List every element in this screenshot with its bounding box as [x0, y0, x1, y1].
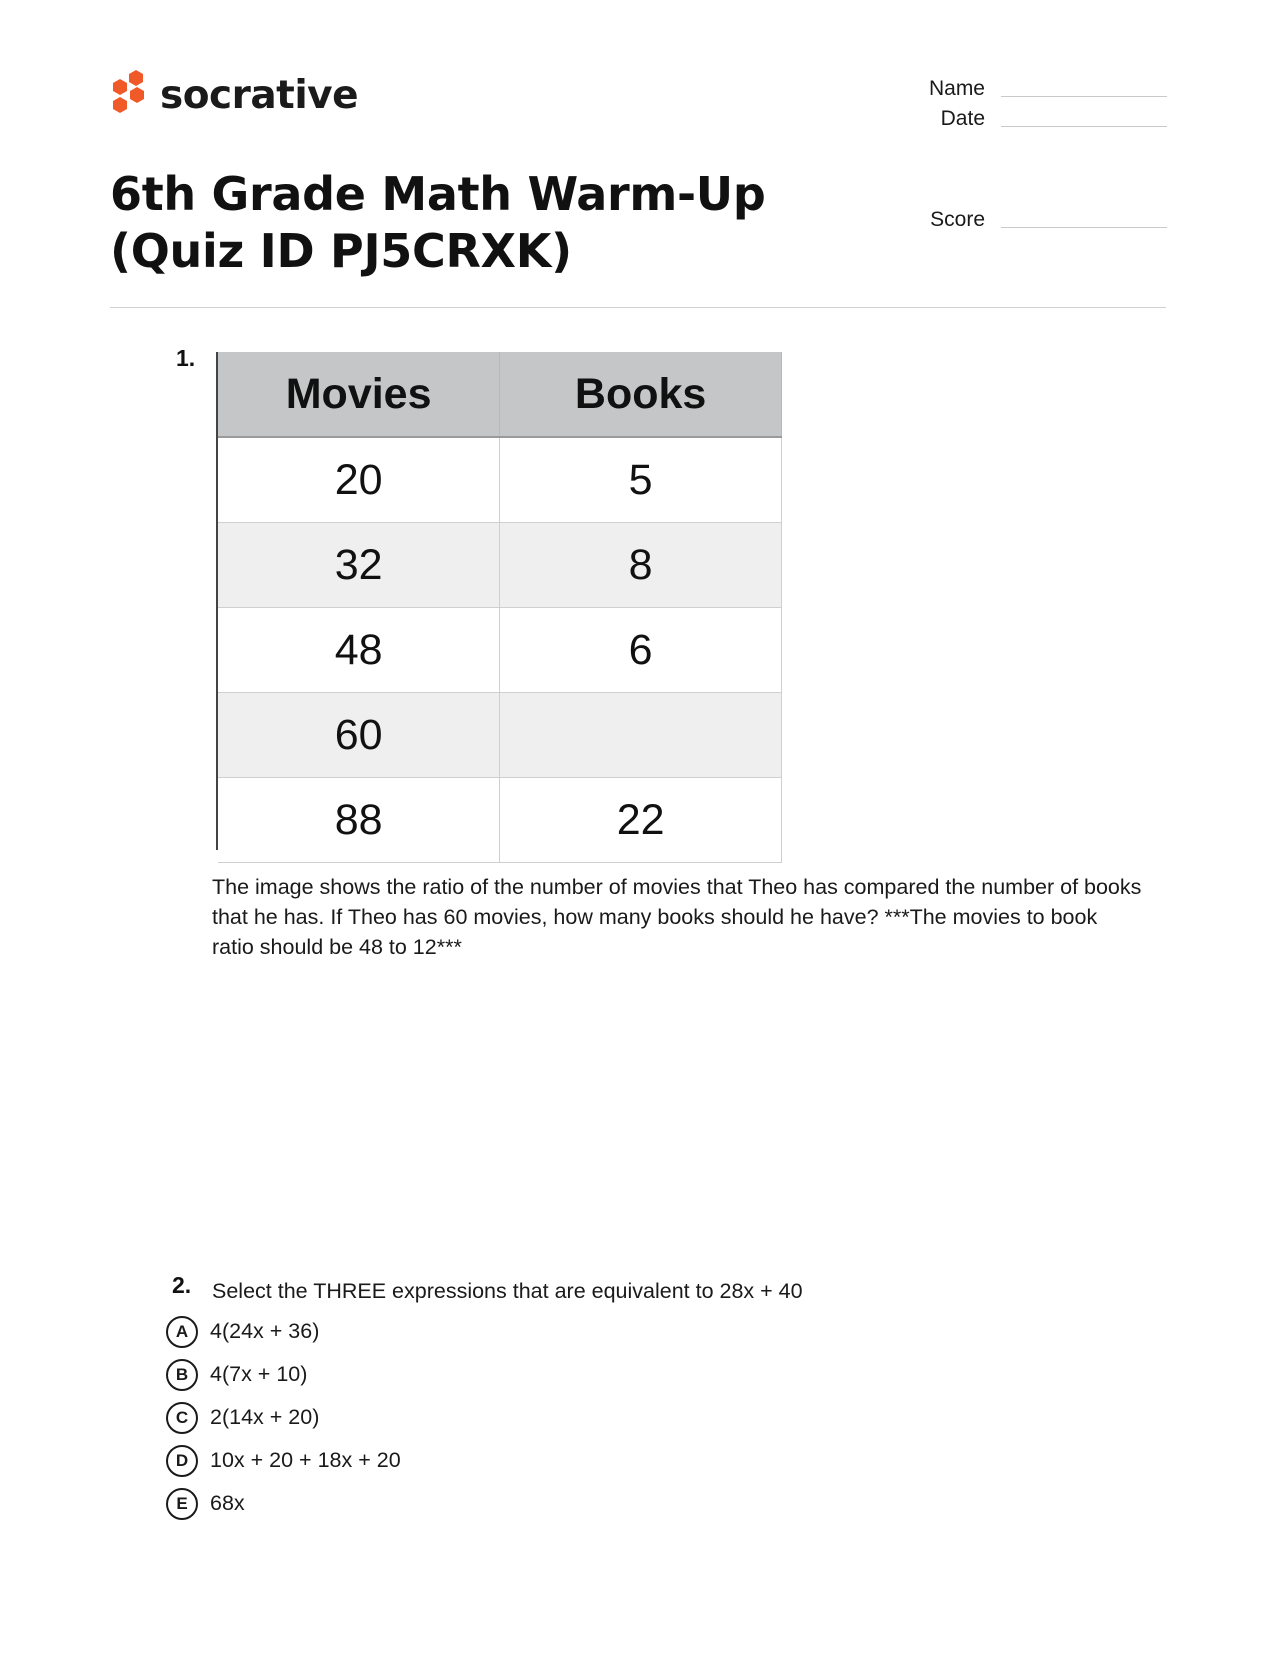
- option-c-text: 2(14x + 20): [210, 1405, 320, 1429]
- name-label: Name: [928, 77, 985, 100]
- name-field[interactable]: [895, 78, 1167, 99]
- table-cell-books: 22: [500, 778, 782, 863]
- option-a[interactable]: [166, 1310, 401, 1353]
- option-d-text: 10x + 20 + 18x + 20: [210, 1448, 401, 1472]
- option-e-bubble[interactable]: E: [166, 1488, 198, 1520]
- name-line[interactable]: [1001, 95, 1167, 97]
- option-d[interactable]: [166, 1439, 401, 1482]
- page-title: 6th Grade Math Warm-Up (Quiz ID PJ5CRXK): [110, 167, 766, 278]
- score-label: Score: [930, 208, 985, 231]
- ratio-table-image: [216, 352, 784, 850]
- table-header-row: [218, 352, 782, 437]
- table-header-movies: Movies: [218, 352, 500, 437]
- date-field[interactable]: [895, 108, 1167, 129]
- date-label: Date: [940, 107, 985, 130]
- option-d-bubble[interactable]: D: [166, 1445, 198, 1477]
- date-line[interactable]: [1001, 125, 1167, 127]
- table-cell-movies: 32: [218, 523, 500, 608]
- option-b[interactable]: [166, 1353, 401, 1396]
- table-cell-books: 5: [500, 437, 782, 523]
- question-2-text: Select the THREE expressions that are equivalent to 28x + 40: [212, 1279, 803, 1303]
- option-c-bubble[interactable]: C: [166, 1402, 198, 1434]
- option-a-text: 4(24x + 36): [210, 1319, 320, 1343]
- option-e-text: 68x: [210, 1491, 245, 1515]
- table-cell-movies: 20: [218, 437, 500, 523]
- score-field[interactable]: [895, 209, 1167, 230]
- header-divider: [110, 307, 1166, 308]
- table-cell-books: 6: [500, 608, 782, 693]
- option-c[interactable]: [166, 1396, 401, 1439]
- table-cell-books: [500, 693, 782, 778]
- table-row: [218, 437, 782, 523]
- brand-name: socrative: [160, 72, 359, 118]
- question-2-number: 2.: [172, 1272, 192, 1298]
- table-row: [218, 778, 782, 863]
- table-row: [218, 523, 782, 608]
- option-b-text: 4(7x + 10): [210, 1362, 308, 1386]
- table-row: [218, 693, 782, 778]
- table-header-books: Books: [500, 352, 782, 437]
- table-cell-books: 8: [500, 523, 782, 608]
- score-line[interactable]: [1001, 226, 1167, 228]
- socrative-hexagons-icon: [110, 70, 148, 120]
- table-cell-movies: 60: [218, 693, 500, 778]
- answer-options: [166, 1310, 401, 1525]
- table-cell-movies: 88: [218, 778, 500, 863]
- ratio-table: [218, 352, 782, 863]
- table-row: [218, 608, 782, 693]
- socrative-logo: [110, 70, 358, 120]
- option-b-bubble[interactable]: B: [166, 1359, 198, 1391]
- option-e[interactable]: [166, 1482, 401, 1525]
- option-a-bubble[interactable]: A: [166, 1316, 198, 1348]
- question-1-text: The image shows the ratio of the number of movies that Theo has compared the number of books that he has. If Theo has 60 movies, how many books should he have? ***The movies to book ratio should be 48 to 12***: [212, 875, 1142, 959]
- question-1-number: 1.: [176, 345, 196, 371]
- table-cell-movies: 48: [218, 608, 500, 693]
